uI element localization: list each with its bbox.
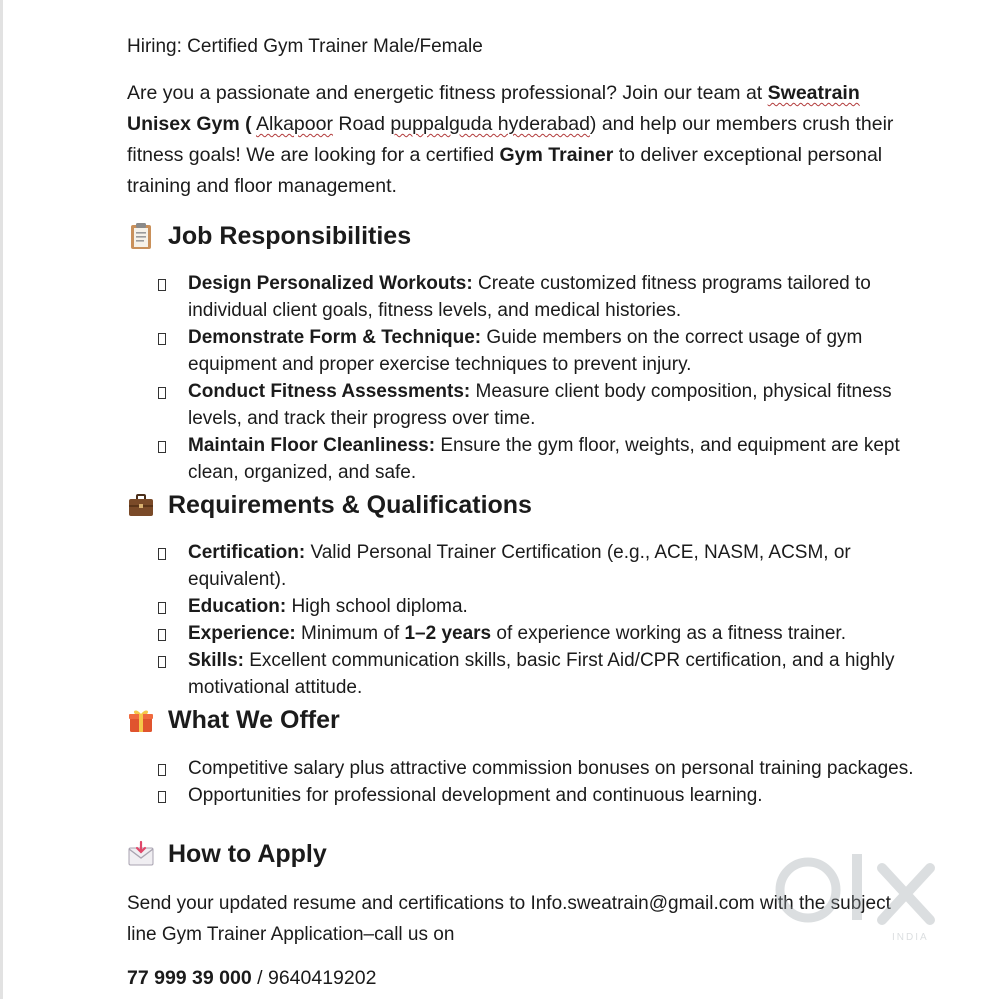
item-label: Education: [188,596,287,617]
bullet-glyph [158,441,166,453]
item-label: Demonstrate Form & Technique: [188,327,482,348]
item-label: Experience: [188,623,296,644]
role-name: Gym Trainer [499,144,614,166]
intro-paragraph [127,78,932,202]
list-item [158,647,918,701]
olx-watermark [770,848,952,944]
section-heading-text: Job Responsibilities [168,222,412,250]
section-heading-text: What We Offer [168,706,340,734]
address-part: Road [332,113,391,135]
bullet-glyph [158,602,166,614]
intro-text: to deliver exceptional personal training and floor management. [127,144,883,197]
item-text: Measure client body composition, physical fitness levels, and track their progress over time. [188,381,892,429]
item-label: Skills: [188,650,244,671]
gym-name-rest: Unisex Gym ( [127,113,252,135]
section-heading-text: How to Apply [168,840,327,868]
intro-text: ) and help our members crush their fitness goals! We are looking for a certified [127,113,894,166]
item-text: Minimum of [295,623,405,644]
offer-list [158,755,918,809]
section-heading-offer [127,704,340,736]
list-item [158,270,918,324]
watermark-sub: INDIA [892,932,929,943]
section-heading-responsibilities [127,220,411,252]
list-item [158,378,918,432]
list-item [158,620,918,647]
phone-separator: / [251,967,268,989]
item-text: Opportunities for professional development and continuous learning. [188,785,763,806]
bullet-glyph [158,656,166,668]
item-emphasis: 1–2 years [404,623,492,644]
gym-name-word: Sweatrain [767,82,860,104]
envelope-icon [127,840,155,868]
phone-secondary: 9640419202 [267,967,377,989]
address-part: puppalguda hyderabad [390,113,590,135]
phone-primary: 77 999 39 000 [127,967,252,989]
requirements-list [158,539,918,701]
item-label: Design Personalized Workouts: [188,273,473,294]
bullet-glyph [158,387,166,399]
bullet-glyph [158,279,166,291]
list-item [158,324,918,378]
address-part: Alkapoor [255,113,333,135]
item-label: Conduct Fitness Assessments: [188,381,471,402]
bullet-glyph [158,791,166,803]
section-heading-apply [127,838,327,870]
item-text: Competitive salary plus attractive commission bonuses on personal training packages. [188,758,914,779]
item-text: High school diploma. [286,596,468,617]
list-item [158,432,918,486]
item-text: Guide members on the correct usage of gym equipment and proper exercise techniques to prevent injury. [188,327,863,375]
item-text: Ensure the gym floor, weights, and equipment are kept clean, organized, and safe. [188,435,900,483]
responsibilities-list [158,270,918,486]
item-text: Create customized fitness programs tailored to individual client goals, fitness levels, and medical histories. [188,273,871,321]
item-text: of experience working as a fitness trainer. [491,623,846,644]
list-item [158,782,918,809]
item-label: Certification: [188,542,306,563]
page-edge [0,0,3,999]
phone-numbers [127,964,376,992]
briefcase-icon [127,491,155,519]
bullet-glyph [158,764,166,776]
section-heading-text: Requirements & Qualifications [168,491,532,519]
bullet-glyph [158,333,166,345]
list-item [158,755,918,782]
list-item [158,539,918,593]
bullet-glyph [158,548,166,560]
apply-instructions: Send your updated resume and certifications to Info.sweatrain@gmail.com with the subject line Gym Trainer Application–call us on [127,893,891,945]
item-text: Excellent communication skills, basic First Aid/CPR certification, and a highly motivational attitude. [188,650,895,698]
section-heading-requirements [127,489,532,521]
list-item [158,593,918,620]
clipboard-icon [127,222,155,250]
gift-icon [127,706,155,734]
intro-text: Are you a passionate and energetic fitness professional? Join our team at [127,82,768,104]
bullet-glyph [158,629,166,641]
item-text: Valid Personal Trainer Certification (e.g., ACE, NASM, ACSM, or equivalent). [188,542,851,590]
post-title: Hiring: Certified Gym Trainer Male/Female [127,36,483,57]
item-label: Maintain Floor Cleanliness: [188,435,436,456]
